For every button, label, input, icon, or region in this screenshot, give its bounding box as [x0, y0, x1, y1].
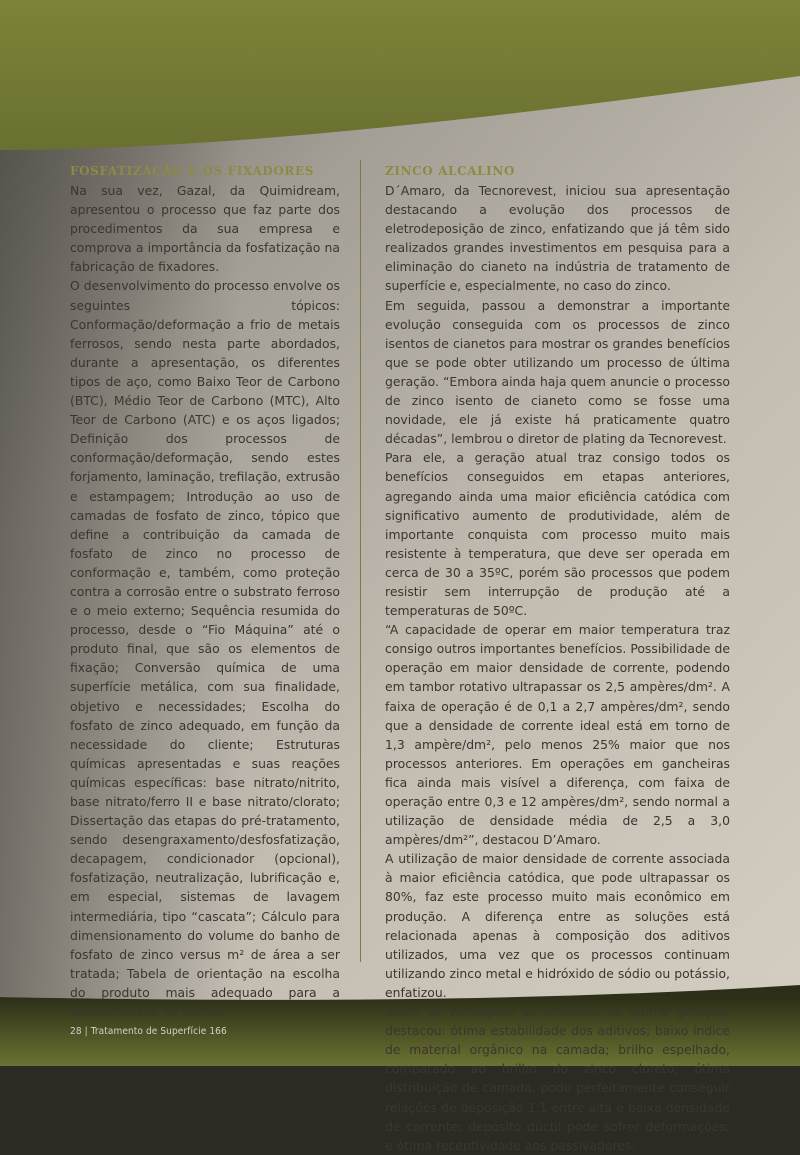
right-paragraph-1: D´Amaro, da Tecnorevest, iniciou sua apresentação destacando a evolução dos processos de eletrodeposição de zinco, enfatizando que já têm sido realizados grandes investimentos em pesquisa para a eliminação do cianeto na indústria de tratamento de superfície e, especialmente, no caso do zinco. [385, 183, 730, 294]
left-paragraph-2: O desenvolvimento do processo envolve os seguintes tópicos: Conformação/deformação a frio de metais ferrosos, sendo nesta parte abordados, durante a apresentação, os diferentes tipos de aço, como Baixo Teor de Carbono (BTC), Médio Teor de Carbono (MTC), Alto Teor de Carbono (ATC) e os aços ligados; Definição dos processos de conformação/deformação, sendo estes forjamento, laminação, trefilação, extrusão e estampagem; Introdução ao uso de camadas de fosfato de zinco, tópico que define a contribuição da camada de fosfato de zinco no processo de conformação e, também, como proteção contra a corrosão entre o substrato ferroso e o meio externo; Sequência resumida do processo, desde o “Fio Máquina” até o produto final, que são os elementos de fixação; Conversão química de uma superfície metálica, com sua finalidade, objetivo e necessidades; Escolha do fosfato de zinco adequado, em função da necessidade do cliente; Estruturas químicas apresentadas e suas reações químicas específicas: base nitrato/nitrito, base nitrato/ferro II e base nitrato/clorato; Dissertação das etapas do pré-tratamento, sendo desengraxamento/desfosfatização, decapagem, condicionador (opcional), fosfatização, neutralização, lubrificação e, em especial, sistemas de lavagem intermediária, tipo “cascata”; Cálculo para dimensionamento do volume do banho de fosfato de zinco versus m² de área a ser tratada; Tabela de orientação na escolha do produto mais adequado para a especificidade do cliente. [70, 278, 340, 1020]
page-footer: 28 | Tratamento de Superfície 166 [70, 1026, 227, 1037]
right-paragraph-2: Em seguida, passou a demonstrar a importante evolução conseguida com os processos de zinco isentos de cianetos para mostrar os grandes benefícios que se pode obter utilizando um processo de última geração. “Embora ainda haja quem anuncie o processo de zinco isento de cianeto como se fosse uma novidade, ele já existe há praticamente quatro décadas”, lembrou o diretor de plating da Tecnorevest. [385, 297, 730, 447]
right-paragraph-6: Sobre as vantagens do processo de última geração, destacou: ótima estabilidade dos aditivos; baixo índice de material orgânico na camada; brilho espelhado, comparado ao brilho do zinco cloreto; ótima distribuição de camada, pode perfeitamente conseguir relações de deposição 1:1 entre alta e baixa densidade de corrente; depósito dúctil pode sofrer deformações; e ótima receptividade aos passivadores. [385, 1004, 730, 1153]
column-divider [360, 160, 361, 962]
left-section-heading: FOSFATIZAÇÃO E OS FIXADORES [70, 164, 315, 178]
right-paragraph-5: A utilização de maior densidade de corrente associada à maior eficiência catódica, que pode ultrapassar os 80%, faz este processo muito mais econômico em produção. A diferença entre as soluções está relacionada apenas à composição dos aditivos utilizados, uma vez que os processos continuam utilizando zinco metal e hidróxido de sódio ou potássio, enfatizou. [385, 851, 730, 1000]
right-column [385, 162, 730, 1155]
right-paragraph-4: “A capacidade de operar em maior temperatura traz consigo outros importantes benefícios. Possibilidade de operação em maior densidade de corrente, podendo em tambor rotativo ultrapassar os 2,5 ampères/dm². A faixa de operação é de 0,1 a 2,7 ampères/dm², sendo que a densidade de corrente ideal está em torno de 1,3 ampère/dm², pelo menos 25% maior que nos processos anteriores. Em operações em gancheiras fica ainda mais visível a diferença, com faixa de operação entre 0,3 e 12 ampères/dm², sendo normal a utilização de densidade média de 2,5 a 3,0 ampères/dm²”, destacou D’Amaro. [385, 622, 730, 848]
left-paragraph-1: Na sua vez, Gazal, da Quimidream, apresentou o processo que faz parte dos procedimentos da sua empresa e comprova a importância da fosfatização na fabricação de fixadores. [70, 183, 340, 275]
right-paragraph-3: Para ele, a geração atual traz consigo todos os benefícios conseguidos em etapas anteriores, agregando ainda uma maior eficiência catódica com significativo aumento de produtividade, além de importante conquista com processo muito mais resistente à temperatura, que deve ser operada em cerca de 30 a 35ºC, porém são processos que podem resistir sem interrupção de produção até a temperaturas de 50ºC. [385, 450, 730, 619]
left-column [70, 162, 340, 1021]
right-section-heading: ZINCO ALCALINO [385, 164, 516, 178]
